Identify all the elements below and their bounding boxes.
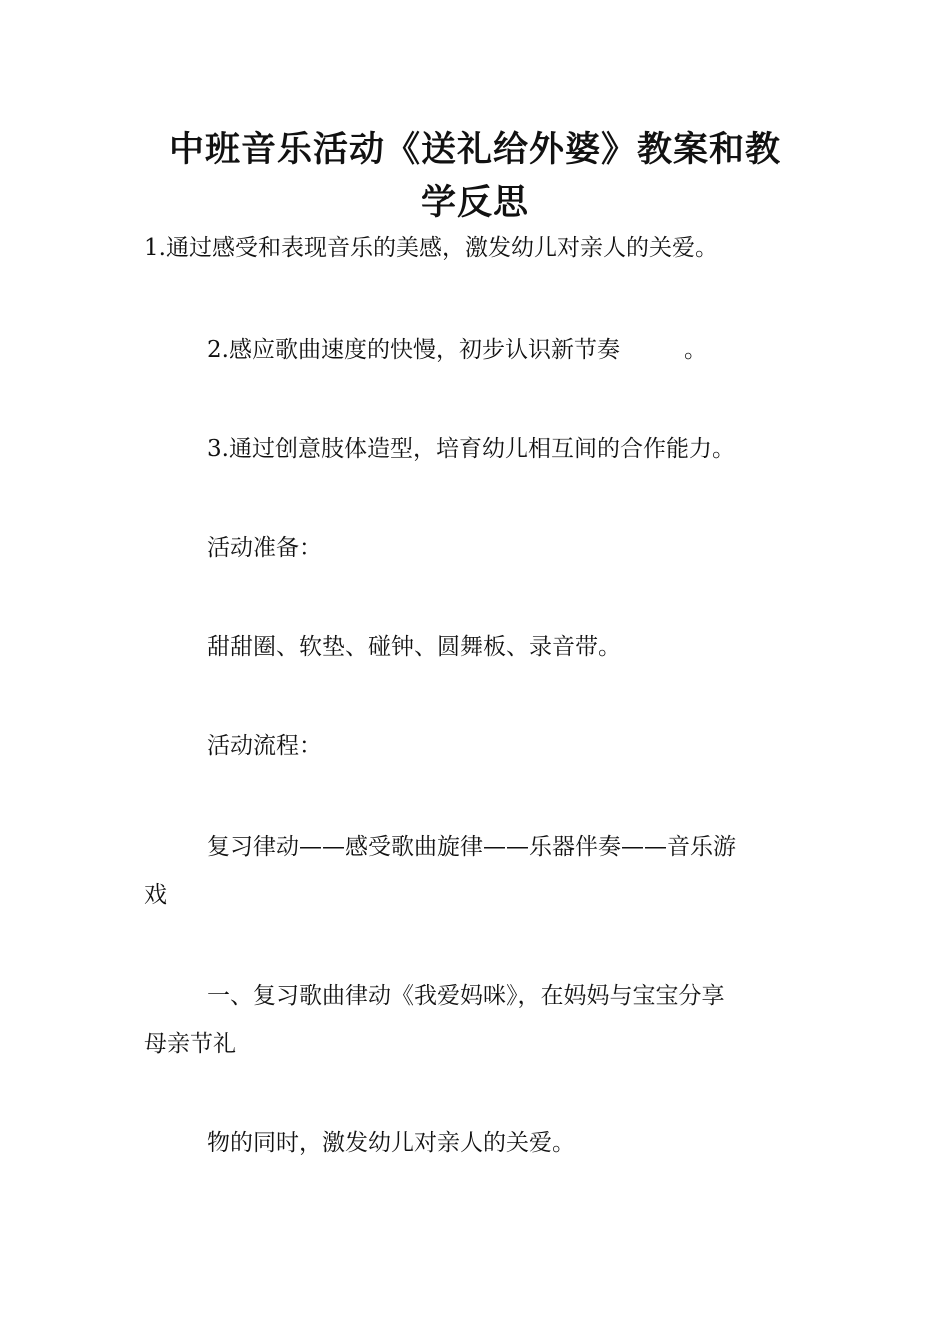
title-line-2: 学反思: [420, 183, 529, 223]
step-1-line-1: 一、复习歌曲律动《我爱妈咪》，在妈妈与宝宝分享: [207, 983, 725, 1009]
flow-heading: 活动流程：: [207, 733, 322, 759]
step-1-line-2: 母亲节礼: [144, 1031, 236, 1057]
title-line-1: 中班音乐活动《送礼给外婆》教案和教: [168, 130, 781, 170]
objective-2-end: 。: [683, 337, 707, 363]
flow-description: [144, 823, 824, 919]
step-1-continuation: 物的同时，激发幼儿对亲人的关爱。: [207, 1130, 575, 1156]
prep-items: 甜甜圈、软垫、碰钟、圆舞板、录音带。: [207, 634, 621, 660]
document-title: [120, 124, 830, 230]
prep-heading: 活动准备：: [207, 535, 322, 561]
objective-1: 1.通过感受和表现音乐的美感，激发幼儿对亲人的关爱。: [144, 235, 718, 261]
objective-2: [207, 325, 707, 375]
objective-2-text: 2.感应歌曲速度的快慢，初步认识新节奏: [207, 337, 620, 363]
flow-line-1: 复习律动——感受歌曲旋律——乐器伴奏——音乐游: [207, 834, 736, 860]
step-1: [144, 972, 824, 1068]
flow-line-2: 戏: [144, 882, 167, 908]
objective-3: 3.通过创意肢体造型，培育幼儿相互间的合作能力。: [207, 436, 735, 462]
